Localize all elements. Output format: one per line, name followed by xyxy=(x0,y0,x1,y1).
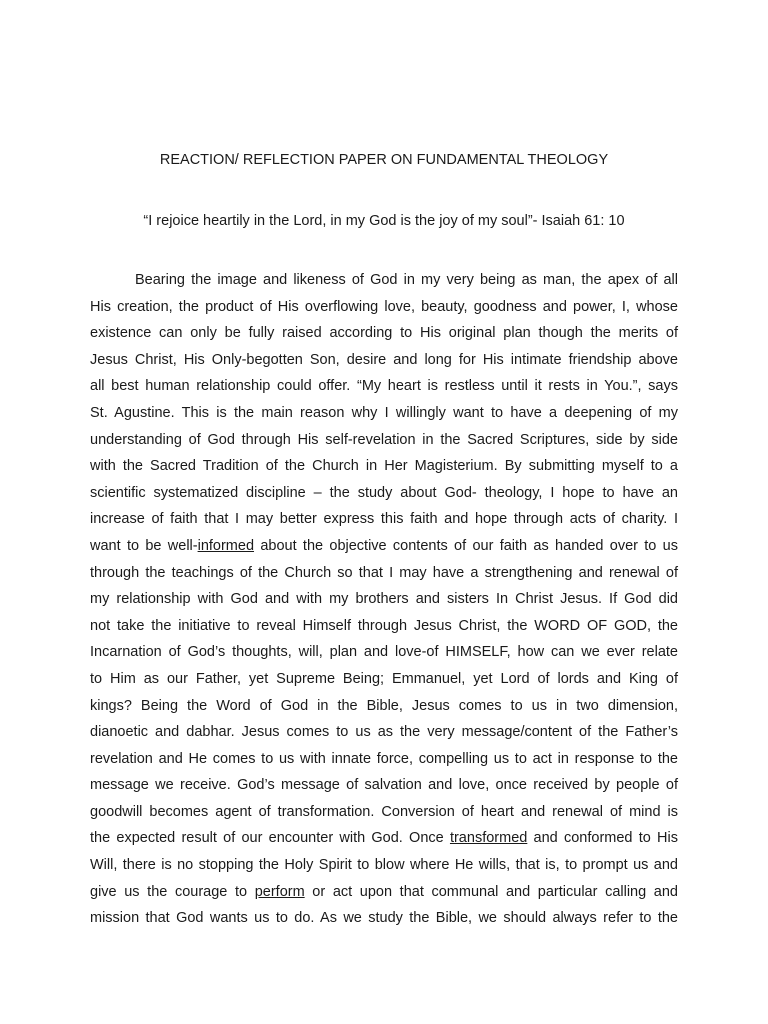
text-segment: not take the initiative to reveal Himself through Jesus Christ, the WORD OF GOD, the xyxy=(90,617,678,634)
text-segment: with the Sacred Tradition of the Church in Her Magisterium. By submitting myself to a xyxy=(90,458,678,475)
body-line xyxy=(90,400,678,427)
text-segment: want to be well- xyxy=(90,537,198,554)
text-segment: increase of faith that I may better express this faith and hope through acts of charity. I xyxy=(90,511,678,528)
epigraph-quote: “I rejoice heartily in the Lord, in my God is the joy of my soul”- Isaiah 61: 10 xyxy=(143,213,625,229)
body-line xyxy=(90,586,678,613)
text-segment: about the objective contents of our faith as handed over to us xyxy=(254,537,678,554)
text-segment: or act upon that communal and particular calling and xyxy=(304,883,678,900)
text-segment: my relationship with God and with my brothers and sisters In Christ Jesus. If God did xyxy=(90,591,678,608)
text-segment: existence can only be fully raised according to His original plan though the merits of xyxy=(90,325,678,342)
body-paragraph xyxy=(90,267,678,932)
text-segment: the expected result of our encounter with God. Once xyxy=(90,830,450,847)
body-line xyxy=(90,719,678,746)
text-segment: goodwill becomes agent of transformation. Conversion of heart and renewal of mind is xyxy=(90,803,678,820)
body-line xyxy=(90,267,678,294)
body-line xyxy=(90,852,678,879)
body-line xyxy=(90,879,678,906)
body-line xyxy=(90,825,678,852)
text-segment: Bearing the image and likeness of God in my very being as man, the apex of all xyxy=(135,272,678,288)
document-title: REACTION/ REFLECTION PAPER ON FUNDAMENTAL THEOLOGY xyxy=(159,152,609,168)
body-line xyxy=(90,506,678,533)
text-segment: mission that God wants us to do. As we study the Bible, we should always refer to the xyxy=(90,910,678,927)
text-segment: message we receive. God’s message of salvation and love, once received by people of xyxy=(90,777,678,794)
body-line xyxy=(90,294,678,321)
body-line xyxy=(90,373,678,400)
body-line xyxy=(90,480,678,507)
body-line xyxy=(90,347,678,374)
text-segment: and conformed to His xyxy=(527,830,678,847)
body-line xyxy=(90,533,678,560)
text-segment: St. Agustine. This is the main reason why I willingly want to have a deepening of my xyxy=(90,404,678,421)
text-segment: kings? Being the Word of God in the Bible, Jesus comes to us in two dimension, xyxy=(90,697,678,714)
text-segment: Incarnation of God’s thoughts, will, plan and love-of HIMSELF, how can we ever relate xyxy=(90,644,678,661)
text-segment: through the teachings of the Church so that I may have a strengthening and renewal of xyxy=(90,564,678,581)
body-line xyxy=(90,427,678,454)
text-segment: all best human relationship could offer. “My heart is restless until it rests in You.”, says xyxy=(90,378,678,395)
body-line xyxy=(90,639,678,666)
body-line xyxy=(90,746,678,773)
body-line xyxy=(90,560,678,587)
body-line xyxy=(90,905,678,932)
body-line xyxy=(90,320,678,347)
text-segment: to Him as our Father, yet Supreme Being; Emmanuel, yet Lord of lords and King of xyxy=(90,670,678,687)
text-segment: His creation, the product of His overflowing love, beauty, goodness and power, I, whose xyxy=(90,298,678,315)
body-line xyxy=(90,453,678,480)
underlined-word: informed xyxy=(197,537,255,554)
text-segment: Will, there is no stopping the Holy Spirit to blow where He wills, that is, to prompt us and xyxy=(90,857,678,874)
underlined-word: transformed xyxy=(449,830,528,847)
text-segment: revelation and He comes to us with innate force, compelling us to act in response to the xyxy=(90,750,678,767)
body-line xyxy=(90,799,678,826)
underlined-word: perform xyxy=(254,883,305,900)
text-segment: scientific systematized discipline – the study about God- theology, I hope to have an xyxy=(90,484,678,501)
body-line xyxy=(90,666,678,693)
body-line xyxy=(90,772,678,799)
text-segment: Jesus Christ, His Only-begotten Son, desire and long for His intimate friendship above xyxy=(90,351,678,368)
text-segment: give us the courage to xyxy=(90,883,255,900)
body-line xyxy=(90,693,678,720)
body-line xyxy=(90,613,678,640)
text-segment: understanding of God through His self-revelation in the Sacred Scriptures, side by side xyxy=(90,431,678,448)
text-segment: dianoetic and dabhar. Jesus comes to us as the very message/content of the Father’s xyxy=(90,724,678,741)
